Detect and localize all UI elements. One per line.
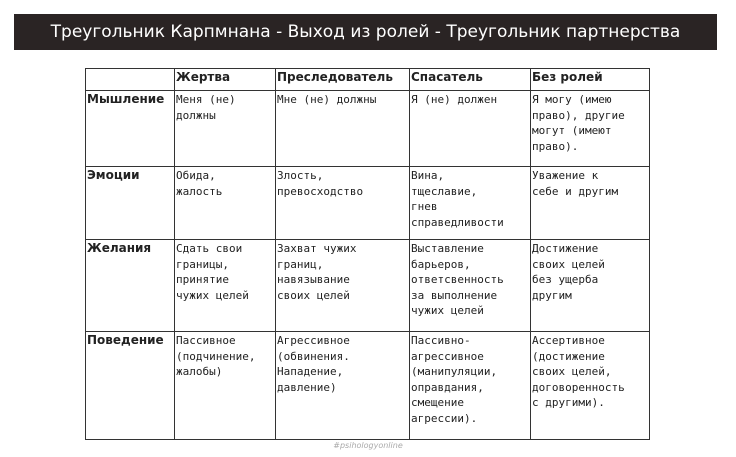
cell-line: Захват чужих — [277, 242, 357, 255]
cell-line: Обида, — [176, 169, 216, 182]
cell-line: Ассертивное — [532, 334, 605, 347]
cell-line: Уважение к — [532, 169, 599, 182]
cell-line: Злость, — [277, 169, 324, 182]
cell-line: чужих целей — [176, 288, 249, 302]
cell-line: навязывание — [277, 273, 350, 286]
cell-line: себе и другим — [532, 184, 619, 198]
table-cell — [531, 91, 650, 167]
cell-line: своих целей, — [532, 365, 612, 378]
table-cell — [175, 167, 276, 240]
cell-line: Достижение — [532, 242, 599, 255]
cell-line: тщеславие, — [411, 184, 478, 198]
roles-table — [85, 68, 650, 440]
table-cell — [531, 332, 650, 440]
table-cell — [276, 240, 410, 332]
cell-line: жалобы) — [176, 365, 223, 378]
cell-line: гнев — [411, 200, 438, 213]
header-cell-persecutor: Преследователь — [276, 69, 410, 91]
cell-line: Я могу (имею — [532, 93, 612, 106]
cell-line: Мне (не) должны — [277, 93, 377, 106]
header-cell-victim: Жертва — [175, 69, 276, 91]
header-row — [86, 69, 650, 91]
cell-line: (манипуляции, — [411, 365, 498, 378]
cell-line: договоренность — [532, 380, 625, 394]
cell-line: с другими). — [532, 396, 605, 409]
table-cell — [276, 332, 410, 440]
cell-line: своих целей — [532, 257, 605, 271]
cell-line: агрессии). — [411, 411, 478, 425]
cell-line: барьеров, — [411, 257, 471, 271]
cell-line: давление) — [277, 380, 337, 394]
header-cell-no-roles: Без ролей — [531, 69, 650, 91]
table-cell — [276, 91, 410, 167]
cell-line: без ущерба — [532, 273, 599, 286]
cell-line: оправдания, — [411, 380, 484, 394]
table-row-thinking — [86, 91, 650, 167]
table-cell — [531, 240, 650, 332]
cell-line: право), другие — [532, 108, 625, 122]
table-cell — [175, 91, 276, 167]
table-row-emotions — [86, 167, 650, 240]
cell-line: Меня (не) — [176, 93, 236, 106]
cell-line: за выполнение — [411, 288, 498, 302]
cell-line: жалость — [176, 184, 223, 198]
row-label: Желания — [86, 240, 175, 332]
cell-line: (обвинения. — [277, 349, 350, 363]
cell-line: Нападение, — [277, 365, 344, 378]
row-label: Мышление — [86, 91, 175, 167]
cell-line: Выставление — [411, 242, 484, 255]
cell-line: Пассивно- — [411, 334, 471, 347]
watermark-text: #psihologyonline — [333, 441, 403, 450]
table-cell — [410, 91, 531, 167]
cell-line: Вина, — [411, 169, 445, 182]
table-cell — [410, 332, 531, 440]
cell-line: право). — [532, 139, 579, 153]
cell-line: (достижение — [532, 349, 605, 363]
table-cell — [276, 167, 410, 240]
cell-line: границы, — [176, 257, 229, 271]
cell-line: Сдать свои — [176, 242, 243, 255]
cell-line: принятие — [176, 273, 229, 286]
row-label: Эмоции — [86, 167, 175, 240]
table-cell — [410, 167, 531, 240]
cell-line: Я (не) должен — [411, 93, 498, 106]
cell-line: агрессивное — [411, 349, 484, 363]
cell-line: справедливости — [411, 215, 504, 229]
page-title: Треугольник Карпмнана - Выход из ролей - Треугольник партнерства — [14, 14, 717, 50]
cell-line: могут (имеют — [532, 124, 612, 137]
cell-line: смещение — [411, 396, 464, 409]
cell-line: ответсвенность — [411, 273, 504, 286]
header-cell-corner — [86, 69, 175, 91]
table-row-desires — [86, 240, 650, 332]
table-cell — [410, 240, 531, 332]
cell-line: чужих целей — [411, 304, 484, 317]
table-cell — [531, 167, 650, 240]
table-row-behavior — [86, 332, 650, 440]
cell-line: границ, — [277, 257, 324, 271]
row-label: Поведение — [86, 332, 175, 440]
header-cell-rescuer: Спасатель — [410, 69, 531, 91]
table-cell — [175, 332, 276, 440]
cell-line: другим — [532, 288, 572, 302]
table-cell — [175, 240, 276, 332]
cell-line: Агрессивное — [277, 334, 350, 347]
cell-line: должны — [176, 108, 216, 122]
cell-line: Пассивное — [176, 334, 236, 347]
cell-line: превосходство — [277, 184, 364, 198]
cell-line: (подчинение, — [176, 349, 256, 363]
cell-line: своих целей — [277, 288, 350, 302]
